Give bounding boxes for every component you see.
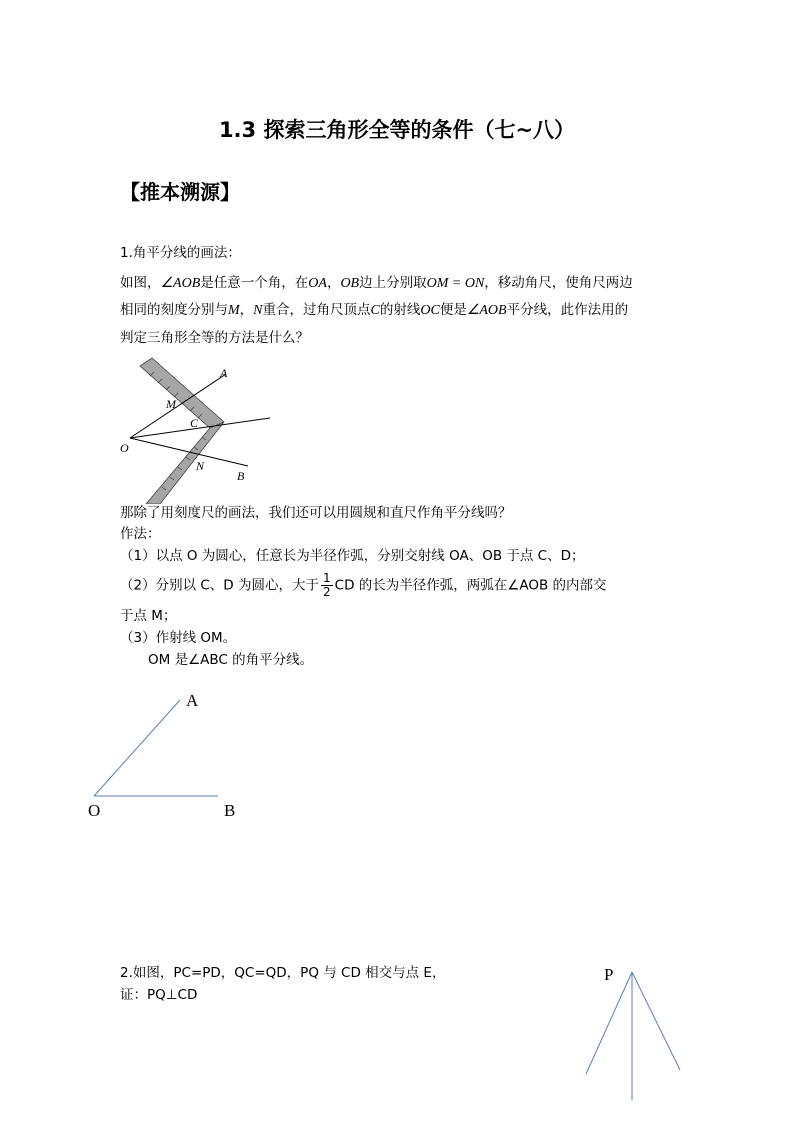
page-title: 1.3 探索三角形全等的条件（七~八） <box>218 118 576 142</box>
step-2-continued: 于点 M； <box>120 608 177 624</box>
q2-text-line1: 2.如图，PC=PD，QC=QD，PQ 与 CD 相交与点 E， <box>120 965 446 981</box>
label-A: A <box>186 691 199 710</box>
label-B: B <box>237 469 245 483</box>
label-M: M <box>166 397 176 411</box>
label-N: N <box>196 459 205 473</box>
q1-question: 那除了用刻度尺的画法，我们还可以用圆规和直尺作角平分线吗？ <box>120 505 512 521</box>
fraction-one-half: $\frac{1}{2}$ <box>323 571 331 599</box>
ray-OA <box>94 700 180 796</box>
label-A: A <box>220 366 228 380</box>
q1-text-line2: 相同的刻度分别与M，N重合，过角尺顶点C的射线OC便是∠AOB平分线，此作法用的 <box>120 302 629 318</box>
q1-heading: 1.角平分线的画法： <box>120 245 241 261</box>
method-label: 作法： <box>120 526 161 542</box>
q2-text-line2: 证：PQ⊥CD <box>120 987 198 1003</box>
q1-text-line3: 判定三角形全等的方法是什么？ <box>120 330 309 346</box>
label-O: O <box>120 441 129 455</box>
step-2: （2）分别以 C、D 为圆心，大于 $\frac{1}{2}$ CD 的长为半径作弧，两弧在∠AOB 的内部交 <box>120 571 607 599</box>
conclusion: OM 是∠ABC 的角平分线。 <box>148 652 314 668</box>
q1-text-line1: 如图，∠AOB是任意一个角，在OA，OB边上分别取OM = ON，移动角尺，使角尺两边 <box>120 275 633 291</box>
ray-OC <box>130 418 270 438</box>
segment-PD <box>632 972 680 1070</box>
angle-AOB-figure <box>84 688 252 822</box>
step-3: （3）作射线 OM。 <box>120 630 237 646</box>
section-heading: 【推本溯源】 <box>120 180 240 204</box>
kite-figure <box>580 958 690 1103</box>
label-O: O <box>88 801 101 820</box>
step-1: （1）以点 O 为圆心，任意长为半径作弧，分别交射线 OA、OB 于点 C、D； <box>120 548 585 564</box>
square-upper-arm <box>140 358 224 428</box>
segment-PC <box>586 972 632 1074</box>
label-B: B <box>224 801 236 820</box>
label-P: P <box>604 965 614 984</box>
label-C: C <box>190 416 199 430</box>
angle-bisector-ruler-figure <box>118 356 278 504</box>
